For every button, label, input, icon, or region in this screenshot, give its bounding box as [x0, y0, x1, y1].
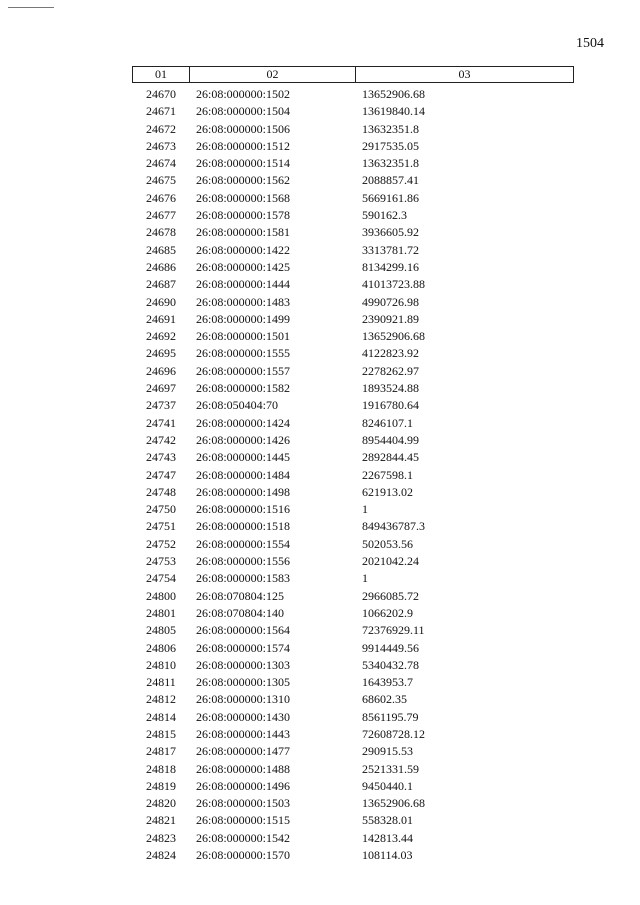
table-cell-03: 41013723.88 [362, 277, 425, 292]
table-body [132, 86, 560, 864]
table-cell-03: 4122823.92 [362, 346, 419, 361]
table-row [132, 588, 560, 605]
table-row [132, 812, 560, 829]
table-cell-03: 142813.44 [362, 830, 413, 845]
table-row [132, 536, 560, 553]
table-cell-03: 1066202.9 [362, 605, 413, 620]
table-header [132, 66, 574, 83]
table-cell-03: 2088857.41 [362, 173, 419, 188]
table-cell-01: 24677 [146, 208, 176, 223]
table-cell-01: 24676 [146, 190, 176, 205]
table-row [132, 605, 560, 622]
table-cell-01: 24685 [146, 242, 176, 257]
table-cell-03: 1 [362, 571, 368, 586]
table-cell-02: 26:08:070804:125 [196, 588, 285, 603]
table-cell-01: 24818 [146, 761, 176, 776]
table-row [132, 726, 560, 743]
header-col-02: 02 [190, 67, 356, 82]
table-cell-01: 24821 [146, 813, 176, 828]
table-row [132, 657, 560, 674]
table-cell-01: 24801 [146, 605, 176, 620]
table-cell-01: 24686 [146, 259, 176, 274]
table-cell-03: 8246107.1 [362, 415, 413, 430]
table-cell-01: 24752 [146, 536, 176, 551]
table-cell-03: 9914449.56 [362, 640, 419, 655]
table-row [132, 484, 560, 501]
table-cell-01: 24805 [146, 623, 176, 638]
table-cell-03: 2892844.45 [362, 450, 419, 465]
table-cell-01: 24674 [146, 156, 176, 171]
table-cell-02: 26:08:000000:1303 [196, 657, 291, 672]
table-row [132, 553, 560, 570]
table-cell-03: 68602.35 [362, 692, 407, 707]
table-cell-03: 2521331.59 [362, 761, 419, 776]
table-cell-01: 24697 [146, 381, 176, 396]
table-row [132, 155, 560, 172]
table-cell-01: 24815 [146, 726, 176, 741]
table-cell-01: 24819 [146, 778, 176, 793]
table-cell-02: 26:08:000000:1422 [196, 242, 291, 257]
table-cell-01: 24678 [146, 225, 176, 240]
table-cell-02: 26:08:000000:1515 [196, 813, 291, 828]
table-cell-01: 24814 [146, 709, 176, 724]
table-cell-02: 26:08:000000:1557 [196, 363, 291, 378]
table-cell-03: 13632351.8 [362, 156, 419, 171]
table-row [132, 190, 560, 207]
table-row [132, 224, 560, 241]
table-cell-02: 26:08:000000:1430 [196, 709, 291, 724]
table-cell-02: 26:08:000000:1502 [196, 87, 291, 101]
table-cell-01: 24671 [146, 104, 176, 119]
table-cell-03: 108114.03 [362, 848, 413, 863]
table-row [132, 847, 560, 864]
table-cell-01: 24753 [146, 554, 176, 569]
table-cell-03: 1 [362, 502, 368, 517]
table-row [132, 207, 560, 224]
table-cell-03: 8954404.99 [362, 432, 419, 447]
table-cell-02: 26:08:070804:140 [196, 605, 285, 620]
table-row [132, 778, 560, 795]
table-row [132, 449, 560, 466]
table-row [132, 467, 560, 484]
table-cell-03: 13652906.68 [362, 796, 425, 811]
table-cell-01: 24737 [146, 398, 176, 413]
table-row [132, 761, 560, 778]
table-cell-03: 590162.3 [362, 208, 407, 223]
table-cell-02: 26:08:000000:1512 [196, 138, 291, 153]
table-cell-02: 26:08:000000:1516 [196, 502, 291, 517]
table-row [132, 138, 560, 155]
table-cell-03: 3936605.92 [362, 225, 419, 240]
table-cell-03: 2267598.1 [362, 467, 413, 482]
table-row [132, 363, 560, 380]
table-cell-02: 26:08:000000:1542 [196, 830, 291, 845]
table-cell-03: 5669161.86 [362, 190, 419, 205]
table-cell-01: 24751 [146, 519, 176, 534]
table-cell-03: 2021042.24 [362, 554, 419, 569]
table-row [132, 691, 560, 708]
table-cell-03: 13619840.14 [362, 104, 425, 119]
table-row [132, 830, 560, 847]
table-cell-01: 24672 [146, 121, 176, 136]
table-row [132, 518, 560, 535]
table-row [132, 570, 560, 587]
table-cell-01: 24741 [146, 415, 176, 430]
table-cell-02: 26:08:000000:1496 [196, 778, 291, 793]
table-cell-02: 26:08:000000:1444 [196, 277, 291, 292]
table-row [132, 397, 560, 414]
table-cell-01: 24810 [146, 657, 176, 672]
table-cell-02: 26:08:000000:1581 [196, 225, 291, 240]
table-cell-02: 26:08:000000:1425 [196, 259, 291, 274]
table-cell-02: 26:08:000000:1570 [196, 848, 291, 863]
table-cell-03: 1643953.7 [362, 675, 413, 690]
table-cell-02: 26:08:000000:1310 [196, 692, 291, 707]
table-cell-03: 9450440.1 [362, 778, 413, 793]
table-cell-03: 2966085.72 [362, 588, 419, 603]
table-row [132, 415, 560, 432]
table-cell-02: 26:08:000000:1562 [196, 173, 291, 188]
table-row [132, 622, 560, 639]
table-cell-03: 2278262.97 [362, 363, 419, 378]
table-row [132, 121, 560, 138]
table-cell-02: 26:08:000000:1582 [196, 381, 291, 396]
table-cell-03: 8561195.79 [362, 709, 419, 724]
table-cell-01: 24673 [146, 138, 176, 153]
table-cell-01: 24806 [146, 640, 176, 655]
table-cell-01: 24695 [146, 346, 176, 361]
table-cell-01: 24690 [146, 294, 176, 309]
table-cell-03: 290915.53 [362, 744, 413, 759]
table-cell-02: 26:08:000000:1554 [196, 536, 291, 551]
table-cell-03: 72376929.11 [362, 623, 425, 638]
table-cell-03: 8134299.16 [362, 259, 419, 274]
table-cell-02: 26:08:000000:1504 [196, 104, 291, 119]
table-cell-03: 5340432.78 [362, 657, 419, 672]
table-cell-01: 24675 [146, 173, 176, 188]
table-cell-01: 24823 [146, 830, 176, 845]
table-cell-02: 26:08:000000:1574 [196, 640, 291, 655]
table-cell-01: 24820 [146, 796, 176, 811]
table-cell-02: 26:08:000000:1514 [196, 156, 291, 171]
table-row [132, 380, 560, 397]
table-cell-03: 72608728.12 [362, 726, 425, 741]
table-cell-01: 24742 [146, 432, 176, 447]
table-cell-02: 26:08:000000:1564 [196, 623, 291, 638]
table-cell-03: 13632351.8 [362, 121, 419, 136]
table-cell-02: 26:08:000000:1506 [196, 121, 291, 136]
table-row [132, 172, 560, 189]
table-cell-02: 26:08:000000:1484 [196, 467, 291, 482]
table-cell-02: 26:08:000000:1426 [196, 432, 291, 447]
table-cell-02: 26:08:000000:1305 [196, 675, 291, 690]
table-row [132, 795, 560, 812]
table-row [132, 103, 560, 120]
table-row [132, 276, 560, 293]
table-cell-02: 26:08:000000:1568 [196, 190, 291, 205]
table-cell-03: 4990726.98 [362, 294, 419, 309]
table-row [132, 242, 560, 259]
table-cell-03: 558328.01 [362, 813, 413, 828]
table-cell-03: 2917535.05 [362, 138, 419, 153]
table-cell-02: 26:08:000000:1498 [196, 484, 291, 499]
table-cell-03: 1916780.64 [362, 398, 419, 413]
table-row [132, 328, 560, 345]
table-cell-01: 24687 [146, 277, 176, 292]
table-cell-01: 24691 [146, 311, 176, 326]
table-cell-01: 24800 [146, 588, 176, 603]
table-cell-01: 24754 [146, 571, 176, 586]
table-cell-01: 24817 [146, 744, 176, 759]
table-cell-03: 502053.56 [362, 536, 413, 551]
table-row [132, 674, 560, 691]
table-cell-02: 26:08:000000:1501 [196, 329, 291, 344]
table-cell-01: 24824 [146, 848, 176, 863]
table-cell-01: 24812 [146, 692, 176, 707]
table-cell-02: 26:08:000000:1518 [196, 519, 291, 534]
table-cell-03: 2390921.89 [362, 311, 419, 326]
table-row [132, 345, 560, 362]
table-cell-01: 24747 [146, 467, 176, 482]
table-cell-02: 26:08:000000:1503 [196, 796, 291, 811]
table-cell-02: 26:08:000000:1578 [196, 208, 291, 223]
table-cell-03: 1893524.88 [362, 381, 419, 396]
header-col-03: 03 [458, 67, 471, 81]
table-cell-02: 26:08:050404:70 [196, 398, 279, 413]
table-cell-01: 24692 [146, 329, 176, 344]
table-row [132, 311, 560, 328]
table-cell-02: 26:08:000000:1583 [196, 571, 291, 586]
table-cell-01: 24811 [146, 675, 176, 690]
table-cell-03: 13652906.68 [362, 87, 425, 101]
table-cell-02: 26:08:000000:1477 [196, 744, 291, 759]
table-cell-02: 26:08:000000:1556 [196, 554, 291, 569]
page-number: 1504 [576, 36, 604, 51]
table-cell-02: 26:08:000000:1499 [196, 311, 291, 326]
top-rule [8, 7, 54, 8]
table-row [132, 709, 560, 726]
table-cell-03: 849436787.3 [362, 519, 425, 534]
table-cell-01: 24743 [146, 450, 176, 465]
table-row [132, 86, 560, 103]
table-cell-02: 26:08:000000:1483 [196, 294, 291, 309]
table-cell-01: 24748 [146, 484, 176, 499]
table-row [132, 259, 560, 276]
table-row [132, 432, 560, 449]
table-cell-01: 24696 [146, 363, 176, 378]
table-cell-02: 26:08:000000:1445 [196, 450, 291, 465]
table-cell-01: 24670 [146, 87, 176, 101]
table-row [132, 501, 560, 518]
table-cell-02: 26:08:000000:1488 [196, 761, 291, 776]
table-row [132, 640, 560, 657]
table-cell-03: 621913.02 [362, 484, 413, 499]
table-row [132, 294, 560, 311]
table-cell-03: 3313781.72 [362, 242, 419, 257]
table-cell-02: 26:08:000000:1424 [196, 415, 291, 430]
table-cell-02: 26:08:000000:1555 [196, 346, 291, 361]
table-cell-03: 13652906.68 [362, 329, 425, 344]
table-cell-02: 26:08:000000:1443 [196, 726, 291, 741]
header-col-01: 01 [133, 67, 190, 82]
table-cell-01: 24750 [146, 502, 176, 517]
table-row [132, 743, 560, 760]
